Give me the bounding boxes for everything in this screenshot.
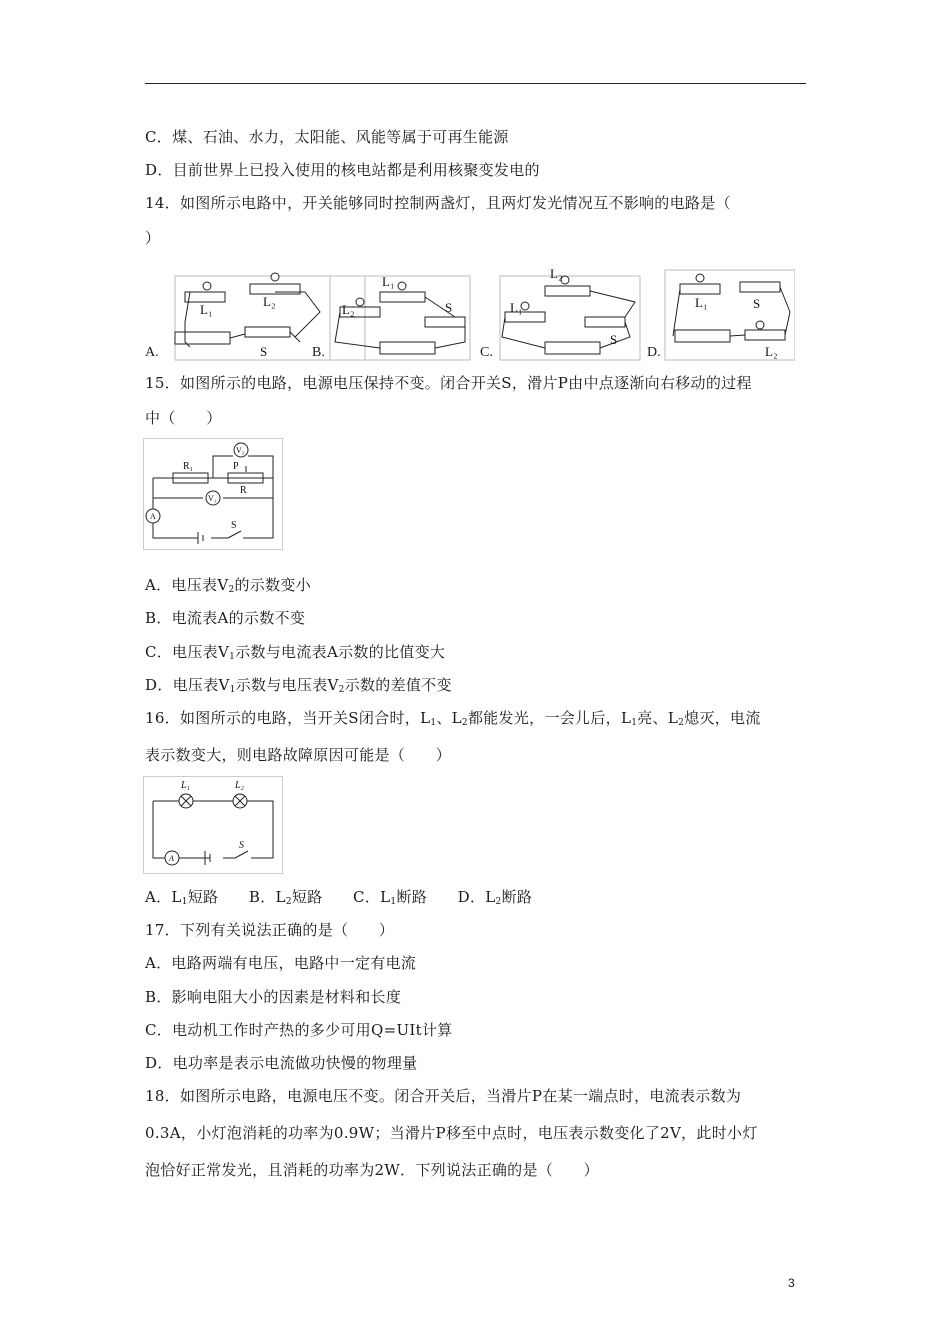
q15-s-label: S — [231, 520, 237, 531]
q15-option-c: C．电压表$V_1$示数与电流表A示数的比值变大 — [145, 643, 446, 662]
fig-c-l1-label: L₁ — [510, 300, 523, 315]
q14-option-c-label: C. — [480, 345, 493, 360]
fig-c-s-label: S — [610, 332, 618, 347]
q17-option-d: D．电功率是表示电流做功快慢的物理量 — [145, 1054, 418, 1072]
page-number: 3 — [788, 1276, 795, 1290]
q15-option-b: B．电流表A的示数不变 — [145, 609, 306, 627]
q14-stem-line2: ） — [145, 229, 161, 247]
q15-v2-label: V₂ — [236, 446, 245, 455]
q14-option-b-label: B. — [312, 345, 325, 360]
fig-d-l2-label: L₂ — [765, 344, 778, 359]
q16-stem-line1: 16．如图所示的电路，当开关S闭合时，$L_1$、$L_2$都能发光，一会儿后，$L_1$亮、$L_2$熄灭，电流 — [145, 709, 761, 728]
q17-option-b: B．影响电阻大小的因素是材料和长度 — [145, 988, 402, 1006]
fig-a-l2-label: L₂ — [263, 294, 276, 309]
q17-stem: 17．下列有关说法正确的是（ ） — [145, 921, 395, 939]
fig-d-s-label: S — [753, 296, 761, 311]
q14-figure-row — [145, 262, 795, 362]
q15-a-label: A — [150, 512, 156, 521]
q15-option-a: A．电压表$V_2$的示数变小 — [145, 576, 312, 595]
fig-a-l1-label: L₁ — [200, 302, 213, 317]
fig-b-l2-label: L₂ — [342, 302, 355, 317]
q16-l1-label: L₁ — [181, 780, 191, 791]
q13-option-c: C．煤、石油、水力，太阳能、风能等属于可再生能源 — [145, 128, 509, 146]
q13-option-d: D．目前世界上已投入使用的核电站都是利用核聚变发电的 — [145, 161, 540, 179]
fig-c-l2-label: L₂ — [550, 266, 563, 281]
q14-option-d-label: D. — [647, 345, 661, 360]
fig-b-s-label: S — [445, 300, 453, 315]
q17-option-a: A．电路两端有电压，电路中一定有电流 — [145, 954, 417, 972]
q16-stem-line2: 表示数变大，则电路故障原因可能是（ ） — [145, 746, 452, 764]
q16-circuit-figure — [143, 776, 283, 874]
q15-stem-line1: 15．如图所示的电路，电源电压保持不变。闭合开关S，滑片P由中点逐渐向右移动的过程 — [145, 374, 752, 392]
header-rule — [145, 83, 806, 84]
q15-circuit-figure — [143, 438, 283, 550]
q16-a-label: A — [169, 854, 174, 863]
q15-p-label: P — [233, 461, 239, 472]
q14-stem-line1: 14．如图所示电路中，开关能够同时控制两盏灯，且两灯发光情况互不影响的电路是（ — [145, 194, 731, 212]
q15-option-d: D．电压表$V_1$示数与电压表$V_2$示数的差值不变 — [145, 676, 452, 695]
fig-a-s-label: S — [260, 344, 268, 359]
q18-stem-line2: 0.3A，小灯泡消耗的功率为0.9W；当滑片P移至中点时，电压表示数变化了2V，此时小灯 — [145, 1124, 758, 1142]
q14-option-a-label: A. — [145, 345, 159, 360]
q15-stem-line2: 中（ ） — [145, 409, 222, 427]
q15-r1-label: R₁ — [183, 461, 194, 472]
q15-r-label: R — [240, 485, 247, 496]
q16-l2-label: L₂ — [235, 780, 245, 791]
q16-s-label: S — [239, 840, 244, 851]
fig-b-l1-label: L₁ — [382, 274, 395, 289]
q15-v1-label: V₁ — [208, 494, 217, 503]
q18-stem-line1: 18．如图所示电路，电源电压不变。闭合开关后，当滑片P在某一端点时，电流表示数为 — [145, 1087, 742, 1105]
q18-stem-line3: 泡恰好正常发光，且消耗的功率为2W．下列说法正确的是（ ） — [145, 1161, 599, 1179]
q17-option-c: C．电动机工作时产热的多少可用Q=UIt计算 — [145, 1021, 453, 1039]
q16-options: A．$L_1$短路 B．$L_2$短路 C．$L_1$断路 D．$L_2$断路 — [145, 888, 533, 907]
fig-d-l1-label: L₁ — [695, 295, 708, 310]
